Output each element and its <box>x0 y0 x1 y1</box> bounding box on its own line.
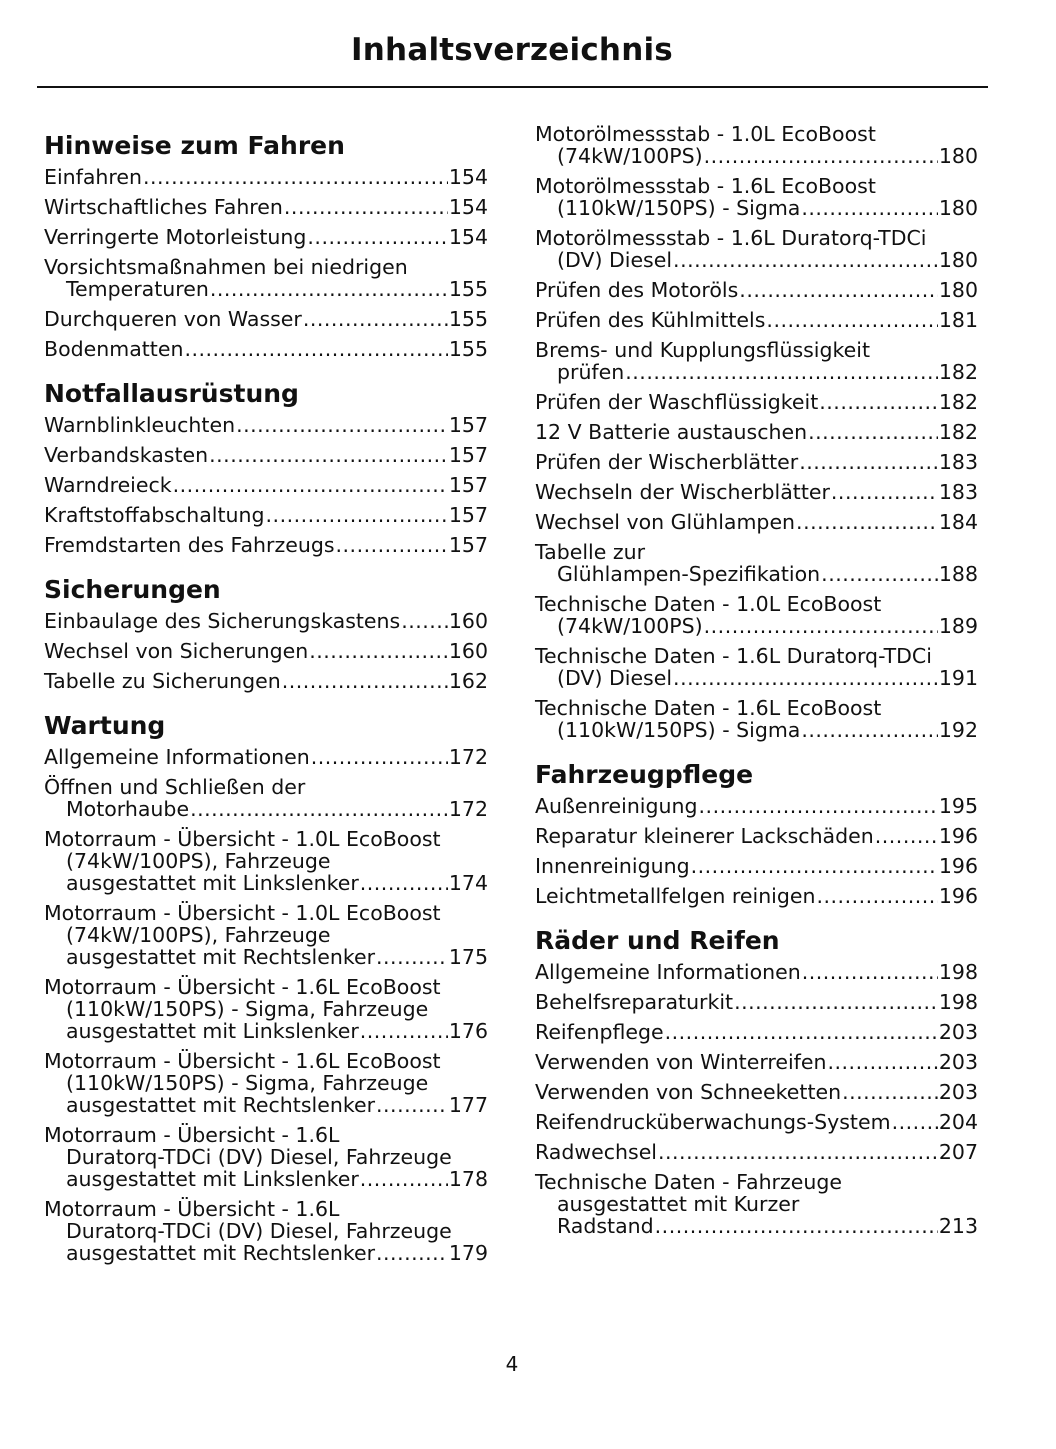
entry-text: Motorraum - Übersicht - 1.0L EcoBoost <box>44 901 441 925</box>
entry-page-number: 213 <box>938 1214 978 1238</box>
toc-entry[interactable] <box>535 1081 978 1103</box>
toc-entry[interactable] <box>44 444 488 466</box>
toc-section <box>535 123 978 741</box>
toc-right-column <box>535 122 978 1245</box>
entry-page-number: 154 <box>448 225 488 249</box>
toc-entry[interactable] <box>535 279 978 301</box>
entry-page-number: 191 <box>938 666 978 690</box>
toc-entry[interactable] <box>44 828 488 894</box>
dot-leader <box>309 640 448 662</box>
toc-entry[interactable] <box>44 776 488 820</box>
entry-page-number: 157 <box>448 413 488 437</box>
dot-leader <box>734 991 938 1013</box>
dot-leader <box>704 145 938 167</box>
entry-text: ausgestattet mit Linkslenker <box>66 871 359 895</box>
entry-text: Motorraum - Übersicht - 1.0L EcoBoost <box>44 827 441 851</box>
toc-entry[interactable] <box>44 976 488 1042</box>
entry-text: (74kW/100PS), Fahrzeuge <box>66 849 331 873</box>
entry-page-number: 176 <box>448 1019 488 1043</box>
entry-text: Motorraum - Übersicht - 1.6L EcoBoost <box>44 1049 441 1073</box>
toc-entry[interactable] <box>44 196 488 218</box>
entry-text: Allgemeine Informationen <box>44 745 310 769</box>
entry-page-number: 178 <box>448 1167 488 1191</box>
toc-entry[interactable] <box>535 991 978 1013</box>
toc-entry[interactable] <box>44 474 488 496</box>
section-heading: Hinweise zum Fahren <box>44 131 345 160</box>
dot-leader <box>892 1111 938 1133</box>
dot-leader <box>360 1168 448 1190</box>
toc-entry[interactable] <box>44 640 488 662</box>
toc-entry[interactable] <box>44 338 488 360</box>
entry-page-number: 182 <box>938 420 978 444</box>
entry-page-number: 184 <box>938 510 978 534</box>
dot-leader <box>173 474 448 496</box>
toc-entry[interactable] <box>535 593 978 637</box>
entry-text: ausgestattet mit Linkslenker <box>66 1167 359 1191</box>
entry-text: (DV) Diesel <box>557 248 673 272</box>
dot-leader <box>801 197 938 219</box>
entry-text: (DV) Diesel <box>557 666 673 690</box>
entry-text: Bodenmatten <box>44 337 184 361</box>
toc-entry[interactable] <box>535 481 978 503</box>
entry-text: Brems- und Kupplungsflüssigkeit <box>535 338 871 362</box>
dot-leader <box>625 361 938 383</box>
entry-page-number: 198 <box>938 990 978 1014</box>
dot-leader <box>209 444 448 466</box>
toc-entry[interactable] <box>535 697 978 741</box>
dot-leader <box>376 946 448 968</box>
entry-text: (110kW/150PS) - Sigma <box>557 718 801 742</box>
dot-leader <box>673 249 938 271</box>
entry-text: Reifendrucküberwachungs-System <box>535 1110 891 1134</box>
dot-leader <box>376 1242 448 1264</box>
toc-entry[interactable] <box>535 1021 978 1043</box>
toc-entry[interactable] <box>535 421 978 443</box>
entry-text: 12 V Batterie austauschen <box>535 420 808 444</box>
dot-leader <box>311 746 448 768</box>
entry-text: Verwenden von Winterreifen <box>535 1050 827 1074</box>
entry-text: Technische Daten - 1.6L Duratorq-TDCi <box>535 644 932 668</box>
entry-page-number: 180 <box>938 144 978 168</box>
toc-entry[interactable] <box>535 645 978 689</box>
entry-page-number: 181 <box>938 308 978 332</box>
entry-text: Tabelle zu Sicherungen <box>44 669 281 693</box>
entry-text: Behelfsreparaturkit <box>535 990 734 1014</box>
entry-text: Durchqueren von Wasser <box>44 307 302 331</box>
toc-entry[interactable] <box>535 961 978 983</box>
entry-text: Duratorq-TDCi (DV) Diesel, Fahrzeuge <box>66 1219 452 1243</box>
entry-text: Außenreinigung <box>535 794 698 818</box>
dot-leader <box>828 1051 938 1073</box>
entry-page-number: 207 <box>938 1140 978 1164</box>
entry-text: Tabelle zur <box>535 540 646 564</box>
toc-entry[interactable] <box>535 1141 978 1163</box>
entry-text: Einbaulage des Sicherungskastens <box>44 609 401 633</box>
entry-text: Motorölmessstab - 1.6L EcoBoost <box>535 174 876 198</box>
dot-leader <box>284 196 448 218</box>
entry-text: Duratorq-TDCi (DV) Diesel, Fahrzeuge <box>66 1145 452 1169</box>
toc-section <box>44 710 488 1264</box>
title-divider <box>37 86 988 88</box>
entry-text: Temperaturen <box>66 277 209 301</box>
entry-page-number: 179 <box>448 1241 488 1265</box>
entry-page-number: 174 <box>448 871 488 895</box>
entry-text: (74kW/100PS) <box>557 144 703 168</box>
toc-entry[interactable] <box>44 414 488 436</box>
entry-text: Technische Daten - 1.6L EcoBoost <box>535 696 882 720</box>
entry-page-number: 204 <box>938 1110 978 1134</box>
section-heading: Sicherungen <box>44 575 221 604</box>
entry-page-number: 196 <box>938 854 978 878</box>
entry-text: Prüfen der Wischerblätter <box>535 450 799 474</box>
section-heading: Notfallausrüstung <box>44 379 299 408</box>
entry-page-number: 203 <box>938 1020 978 1044</box>
dot-leader <box>282 670 448 692</box>
entry-text: Kraftstoffabschaltung <box>44 503 265 527</box>
section-heading: Wartung <box>44 711 166 740</box>
entry-page-number: 198 <box>938 960 978 984</box>
entry-text: Radwechsel <box>535 1140 657 1164</box>
entry-text: Verringerte Motorleistung <box>44 225 307 249</box>
entry-text: Wirtschaftliches Fahren <box>44 195 283 219</box>
dot-leader <box>658 1141 938 1163</box>
entry-text: Öffnen und Schließen der <box>44 775 306 799</box>
entry-page-number: 154 <box>448 165 488 189</box>
entry-page-number: 172 <box>448 745 488 769</box>
entry-text: (74kW/100PS), Fahrzeuge <box>66 923 331 947</box>
entry-page-number: 175 <box>448 945 488 969</box>
toc-entry[interactable] <box>44 166 488 188</box>
dot-leader <box>190 798 448 820</box>
dot-leader <box>831 481 938 503</box>
entry-text: ausgestattet mit Rechtslenker <box>66 945 376 969</box>
entry-text: Warndreieck <box>44 473 172 497</box>
toc-entry[interactable] <box>44 1050 488 1116</box>
entry-text: Glühlampen-Spezifikation <box>557 562 821 586</box>
entry-page-number: 182 <box>938 360 978 384</box>
entry-text: Wechseln der Wischerblätter <box>535 480 830 504</box>
toc-entry[interactable] <box>535 1111 978 1133</box>
toc-entry[interactable] <box>535 825 978 847</box>
toc-entry[interactable] <box>44 902 488 968</box>
entry-text: Einfahren <box>44 165 142 189</box>
dot-leader <box>799 451 938 473</box>
entry-text: Motorölmessstab - 1.0L EcoBoost <box>535 122 876 146</box>
entry-text: Wechsel von Glühlampen <box>535 510 796 534</box>
toc-entry[interactable] <box>44 610 488 632</box>
entry-text: (110kW/150PS) - Sigma, Fahrzeuge <box>66 1071 429 1095</box>
toc-entry[interactable] <box>44 1198 488 1264</box>
entry-text: Fremdstarten des Fahrzeugs <box>44 533 335 557</box>
entry-text: Wechsel von Sicherungen <box>44 639 309 663</box>
dot-leader <box>817 885 938 907</box>
entry-page-number: 196 <box>938 884 978 908</box>
dot-leader <box>376 1094 448 1116</box>
dot-leader <box>655 1215 938 1237</box>
dot-leader <box>360 872 448 894</box>
entry-page-number: 196 <box>938 824 978 848</box>
dot-leader <box>401 610 448 632</box>
toc-entry[interactable] <box>535 309 978 331</box>
entry-page-number: 203 <box>938 1050 978 1074</box>
entry-page-number: 155 <box>448 277 488 301</box>
dot-leader <box>802 961 938 983</box>
dot-leader <box>210 278 448 300</box>
toc-entry[interactable] <box>535 1051 978 1073</box>
toc-entry[interactable] <box>44 226 488 248</box>
dot-leader <box>143 166 448 188</box>
dot-leader <box>766 309 937 331</box>
dot-leader <box>796 511 938 533</box>
entry-text: Motorraum - Übersicht - 1.6L <box>44 1123 340 1147</box>
entry-page-number: 157 <box>448 503 488 527</box>
toc-section <box>44 378 488 556</box>
entry-page-number: 182 <box>938 390 978 414</box>
dot-leader <box>665 1021 938 1043</box>
toc-entry[interactable] <box>535 795 978 817</box>
entry-page-number: 155 <box>448 307 488 331</box>
dot-leader <box>360 1020 448 1042</box>
entry-page-number: 154 <box>448 195 488 219</box>
entry-page-number: 180 <box>938 278 978 302</box>
toc-entry[interactable] <box>44 534 488 556</box>
entry-text: Technische Daten - Fahrzeuge <box>535 1170 842 1194</box>
toc-entry[interactable] <box>44 504 488 526</box>
toc-entry[interactable] <box>44 256 488 300</box>
entry-text: Prüfen der Waschflüssigkeit <box>535 390 819 414</box>
entry-page-number: 203 <box>938 1080 978 1104</box>
dot-leader <box>842 1081 938 1103</box>
toc-entry[interactable] <box>535 511 978 533</box>
dot-leader <box>307 226 447 248</box>
toc-entry[interactable] <box>535 451 978 473</box>
dot-leader <box>704 615 938 637</box>
toc-section <box>535 925 978 1237</box>
entry-text: ausgestattet mit Kurzer <box>557 1192 800 1216</box>
entry-page-number: 157 <box>448 473 488 497</box>
entry-text: Vorsichtsmaßnahmen bei niedrigen <box>44 255 408 279</box>
dot-leader <box>819 391 938 413</box>
toc-entry[interactable] <box>535 885 978 907</box>
entry-text: ausgestattet mit Linkslenker <box>66 1019 359 1043</box>
entry-text: Verbandskasten <box>44 443 209 467</box>
dot-leader <box>808 421 938 443</box>
dot-leader <box>673 667 938 689</box>
dot-leader <box>336 534 448 556</box>
dot-leader <box>691 855 938 877</box>
toc-section <box>44 130 488 360</box>
entry-text: Warnblinkleuchten <box>44 413 236 437</box>
toc-entry[interactable] <box>535 123 978 167</box>
entry-text: Prüfen des Motoröls <box>535 278 739 302</box>
entry-text: Reparatur kleinerer Lackschäden <box>535 824 874 848</box>
page-number: 4 <box>505 1352 519 1376</box>
entry-text: Verwenden von Schneeketten <box>535 1080 842 1104</box>
entry-page-number: 162 <box>448 669 488 693</box>
toc-entry[interactable] <box>44 670 488 692</box>
entry-text: Motorraum - Übersicht - 1.6L <box>44 1197 340 1221</box>
toc-section <box>44 574 488 692</box>
section-heading: Räder und Reifen <box>535 926 780 955</box>
entry-page-number: 183 <box>938 480 978 504</box>
entry-page-number: 188 <box>938 562 978 586</box>
toc-entry[interactable] <box>535 175 978 219</box>
dot-leader <box>303 308 448 330</box>
entry-text: Motorhaube <box>66 797 190 821</box>
entry-text: Innenreinigung <box>535 854 690 878</box>
entry-text: Motorölmessstab - 1.6L Duratorq-TDCi <box>535 226 927 250</box>
toc-entry[interactable] <box>535 1171 978 1237</box>
entry-page-number: 180 <box>938 248 978 272</box>
toc-entry[interactable] <box>535 227 978 271</box>
entry-text: Leichtmetallfelgen reinigen <box>535 884 816 908</box>
entry-page-number: 160 <box>448 639 488 663</box>
entry-page-number: 180 <box>938 196 978 220</box>
entry-page-number: 160 <box>448 609 488 633</box>
entry-text: ausgestattet mit Rechtslenker <box>66 1241 376 1265</box>
entry-text: Allgemeine Informationen <box>535 960 801 984</box>
entry-page-number: 195 <box>938 794 978 818</box>
entry-page-number: 192 <box>938 718 978 742</box>
entry-text: Prüfen des Kühlmittels <box>535 308 766 332</box>
dot-leader <box>699 795 938 817</box>
dot-leader <box>801 719 938 741</box>
toc-entry[interactable] <box>44 308 488 330</box>
entry-text: prüfen <box>557 360 625 384</box>
toc-section <box>535 759 978 907</box>
entry-text: Reifenpflege <box>535 1020 664 1044</box>
toc-entry[interactable] <box>535 541 978 585</box>
entry-page-number: 183 <box>938 450 978 474</box>
entry-text: (110kW/150PS) - Sigma, Fahrzeuge <box>66 997 429 1021</box>
entry-page-number: 157 <box>448 533 488 557</box>
dot-leader <box>739 279 938 301</box>
entry-text: ausgestattet mit Rechtslenker <box>66 1093 376 1117</box>
dot-leader <box>875 825 938 847</box>
toc-entry[interactable] <box>535 391 978 413</box>
entry-page-number: 155 <box>448 337 488 361</box>
dot-leader <box>266 504 448 526</box>
section-heading: Fahrzeugpflege <box>535 760 754 789</box>
entry-page-number: 157 <box>448 443 488 467</box>
entry-page-number: 177 <box>448 1093 488 1117</box>
entry-text: (110kW/150PS) - Sigma <box>557 196 801 220</box>
dot-leader <box>821 563 938 585</box>
dot-leader <box>184 338 447 360</box>
entry-page-number: 189 <box>938 614 978 638</box>
entry-text: (74kW/100PS) <box>557 614 703 638</box>
toc-entry[interactable] <box>44 1124 488 1190</box>
dot-leader <box>236 414 448 436</box>
entry-text: Technische Daten - 1.0L EcoBoost <box>535 592 882 616</box>
toc-left-column <box>44 130 488 1272</box>
toc-entry[interactable] <box>44 746 488 768</box>
entry-page-number: 172 <box>448 797 488 821</box>
entry-text: Radstand <box>557 1214 654 1238</box>
page-title: Inhaltsverzeichnis <box>351 32 673 68</box>
toc-entry[interactable] <box>535 339 978 383</box>
toc-entry[interactable] <box>535 855 978 877</box>
entry-text: Motorraum - Übersicht - 1.6L EcoBoost <box>44 975 441 999</box>
